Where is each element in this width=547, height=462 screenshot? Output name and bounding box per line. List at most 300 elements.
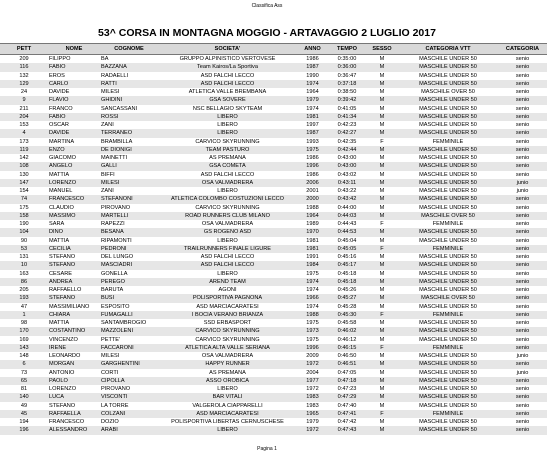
cell-nome: STEFANO [48,261,100,269]
cell-categoria-vtt: MASCHILE UNDER 50 [398,426,498,434]
cell-categoria: senio [515,237,530,244]
table-row [0,212,547,220]
cell-cognome: MARTELLI [100,212,158,220]
cell-sesso: M [366,146,398,154]
cell-cognome: RADAELLI [101,72,129,79]
cell-sesso: M [379,105,385,112]
cell-anno: 1984 [297,261,328,269]
cell-sesso: F [380,221,384,228]
cell-anno: 1983 [306,402,319,409]
cell-anno: 1970 [297,228,328,236]
cell-anno: 2001 [306,188,319,195]
cell-categoria-vtt: MASCHILE UNDER 50 [419,303,477,310]
cell-societa: BAR VITALI [158,393,297,401]
cell-tempo: 0:45:17 [328,261,366,269]
cell-anno: 1974 [297,278,328,286]
cell-categoria: senio [515,320,530,327]
table-row [0,311,547,319]
cell-cognome: FUMAGALLI [100,311,158,319]
cell-cognome: RIPAMONTI [101,237,132,244]
cell-categoria: senio [498,327,547,335]
cell-tempo: 0:47:41 [328,410,366,418]
table-row [0,352,547,360]
cell-tempo: 0:45:26 [337,287,357,294]
cell-sesso: M [379,353,385,360]
cell-categoria-vtt: MASCHILE UNDER 50 [398,228,498,236]
cell-pett: 204 [0,113,48,121]
cell-pett: 131 [19,254,29,261]
cell-categoria: senio [515,386,530,393]
table-row [0,72,547,80]
cell-categoria: senio [498,360,547,368]
cell-pett: 170 [0,327,48,335]
table-row [0,286,547,294]
column-header-categoria: CATEGORIA [498,44,547,55]
cell-nome: LORENZO [49,386,77,393]
cell-cognome: ROSSI [100,113,158,121]
cell-societa: GS ROGENO ASD [158,228,297,236]
table-row [0,55,547,64]
table-body [0,55,547,435]
cell-tempo: 0:41:34 [328,113,366,121]
cell-categoria: junio [516,369,529,376]
cell-anno: 1997 [306,122,319,129]
cell-pett: 196 [0,426,48,434]
cell-sesso: M [379,72,385,79]
cell-cognome: DOZIO [101,419,119,426]
cell-pett: 190 [19,221,29,228]
cell-tempo: 0:47:05 [337,369,357,376]
cell-pett: 45 [0,410,48,418]
cell-pett: 143 [0,344,48,352]
cell-nome: CECILIA [48,245,100,253]
column-header-cognome: COGNOME [100,44,158,55]
cell-cognome: GONELLA [101,270,128,277]
cell-pett: 90 [20,237,28,244]
cell-societa: ASD FALCHI LECCO [200,72,255,79]
cell-pett: 205 [19,287,29,294]
cell-categoria: junio [498,179,547,187]
cell-pett: 47 [20,303,28,310]
cell-cognome: GALLI [100,162,158,170]
cell-nome: LORENZO [48,179,100,187]
cell-categoria-vtt: MASCHILE UNDER 50 [419,105,477,112]
cell-anno: 1991 [306,254,319,261]
cell-cognome: MILESI [101,353,120,360]
cell-pett: 163 [19,270,29,277]
cell-sesso: M [379,336,385,343]
cell-societa: CARVICO SKYRUNNING [195,204,260,211]
cell-categoria: senio [515,221,530,228]
cell-anno: 1974 [306,303,319,310]
cell-tempo: 0:45:04 [337,237,357,244]
cell-societa: CARVICO SKYRUNNING [158,327,297,335]
column-header-anno: ANNO [297,44,328,55]
table-row [0,88,547,96]
cell-anno: 2000 [297,195,328,203]
table-row [0,237,547,245]
cell-nome: FILIPPO [49,56,71,63]
cell-societa: Team Kairos/La Sportiva [158,63,297,71]
cell-nome: FRANCESCO [48,195,100,203]
cell-sesso: M [379,122,385,129]
table-row [0,171,547,179]
cell-sesso: M [379,402,385,409]
cell-sesso: M [366,113,398,121]
cell-tempo: 0:46:02 [328,327,366,335]
column-header-nome: NOME [48,44,100,55]
table-row [0,294,547,302]
cell-anno: 1964 [306,89,319,96]
cell-cognome: FACCARONI [100,344,158,352]
cell-categoria: senio [515,254,530,261]
cell-nome: VINCENZO [49,336,78,343]
cell-pett: 154 [19,188,29,195]
cell-nome: DINO [48,228,100,236]
cell-categoria-vtt: MASCHILE UNDER 50 [419,336,477,343]
cell-sesso: M [366,377,398,385]
cell-pett: 175 [19,204,29,211]
cell-nome: ALESSANDRO [48,426,100,434]
cell-categoria-vtt: FEMMINILE [398,410,498,418]
table-row [0,195,547,203]
cell-anno: 2009 [306,353,319,360]
cell-tempo: 0:45:16 [337,254,357,261]
cell-pett: 169 [19,336,29,343]
table-row [0,228,547,236]
cell-sesso: M [366,212,398,220]
cell-tempo: 0:47:23 [337,386,357,393]
cell-categoria-vtt: MASCHILE UNDER 50 [398,162,498,170]
cell-sesso: M [366,278,398,286]
cell-categoria-vtt: MASCHILE UNDER 50 [398,360,498,368]
cell-nome: MASSIMILIANO [49,303,90,310]
cell-categoria: senio [498,294,547,302]
cell-sesso: F [366,410,398,418]
cell-categoria: senio [515,138,530,145]
cell-tempo: 0:42:44 [328,146,366,154]
cell-societa: HAPPY RUNNER [158,360,297,368]
cell-categoria-vtt: MASCHILE OVER 50 [421,89,475,96]
cell-pett: 98 [20,320,28,327]
cell-nome: ENZO [48,146,100,154]
cell-pett: 153 [19,122,29,129]
cell-tempo: 0:45:18 [328,278,366,286]
cell-categoria-vtt: MASCHILE UNDER 50 [419,122,477,129]
table-row [0,204,547,212]
cell-categoria-vtt: MASCHILE UNDER 50 [398,195,498,203]
cell-sesso: M [379,171,385,178]
cell-categoria-vtt: MASCHILE UNDER 50 [419,254,477,261]
cell-tempo: 0:47:18 [328,377,366,385]
cell-cognome: BRAMBILLA [101,138,133,145]
header-label: Classifica Ass [251,3,283,9]
cell-tempo: 0:44:00 [337,204,357,211]
table-row [0,220,547,228]
cell-societa: LIBERO [217,122,238,129]
cell-societa: ASSO OROBICA [158,377,297,385]
cell-nome: MATTIA [49,320,70,327]
cell-sesso: F [380,138,384,145]
table-header-row [0,44,547,55]
cell-sesso: M [366,426,398,434]
cell-nome: IRENE [48,344,100,352]
cell-cognome: MILESI [100,179,158,187]
table-row [0,138,547,146]
cell-categoria: senio [515,419,530,426]
table-row [0,261,547,269]
cell-sesso: M [379,287,385,294]
table-row [0,245,547,253]
cell-societa: ASD MARCIACARATESI [196,303,259,310]
cell-categoria-vtt: MASCHILE UNDER 50 [398,327,498,335]
cell-pett: 129 [0,80,48,88]
cell-categoria: senio [515,155,530,162]
cell-societa: ATLETICA COLOMBO COSTUZIONI LECCO [158,195,297,203]
cell-categoria-vtt: MASCHILE UNDER 50 [419,419,477,426]
cell-tempo: 0:42:27 [328,129,366,137]
results-table [0,43,547,435]
cell-categoria: senio [498,96,547,104]
cell-nome: MORGAN [48,360,100,368]
table-row [0,319,547,327]
table-row [0,270,547,278]
cell-anno: 1981 [297,245,328,253]
table-row [0,146,547,154]
cell-categoria: senio [498,344,547,352]
cell-categoria-vtt: MASCHILE UNDER 50 [419,320,477,327]
cell-cognome: MILESI [101,89,120,96]
cell-societa: AGONI [218,287,237,294]
cell-cognome: RAPEZZI [101,221,125,228]
cell-tempo: 0:46:51 [328,360,366,368]
cell-cognome: PEDRONI [100,245,158,253]
cell-nome: DAVIDE [48,129,100,137]
cell-nome: FLAVIO [48,96,100,104]
cell-cognome: BAZZANA [100,63,158,71]
cell-societa: I BOCIA VERANO BRIANZA [158,311,297,319]
cell-nome: FABIO [48,113,100,121]
cell-tempo: 0:46:15 [328,344,366,352]
cell-societa: LIBERO [158,113,297,121]
cell-nome: CHIARA [48,311,100,319]
table-row [0,360,547,368]
cell-anno: 1988 [306,204,319,211]
cell-categoria-vtt: MASCHILE UNDER 50 [419,270,477,277]
table-row [0,105,547,113]
column-header-sesso: SESSO [366,44,398,55]
cell-pett: 194 [19,419,29,426]
cell-tempo: 0:43:02 [337,171,357,178]
cell-categoria-vtt: FEMMINILE [398,245,498,253]
cell-nome: STEFANO [49,402,76,409]
cell-sesso: M [366,162,398,170]
cell-nome: ANTONIO [49,369,75,376]
cell-categoria: junio [516,188,529,195]
cell-categoria-vtt: MASCHILE UNDER 50 [398,113,498,121]
column-header-societa: SOCIETA' [158,44,297,55]
cell-pett: 142 [19,155,29,162]
cell-categoria: senio [498,63,547,71]
cell-societa: TEAM PASTURO [158,146,297,154]
cell-sesso: M [366,96,398,104]
cell-sesso: M [366,179,398,187]
cell-pett: 86 [0,278,48,286]
cell-societa: GSA SOVERE [158,96,297,104]
cell-tempo: 0:47:43 [328,426,366,434]
cell-sesso: M [366,294,398,302]
cell-societa: VALGEROLA CIAPPARELLI [192,402,263,409]
cell-cognome: TERRANEO [100,129,158,137]
cell-categoria-vtt: MASCHILE UNDER 50 [419,369,477,376]
cell-sesso: M [379,320,385,327]
cell-categoria-vtt: MASCHILE UNDER 50 [398,261,498,269]
cell-categoria-vtt: FEMMINILE [398,344,498,352]
cell-anno: 1974 [297,80,328,88]
cell-sesso: M [379,204,385,211]
cell-categoria: senio [498,146,547,154]
cell-pett: 104 [0,228,48,236]
cell-cognome: MAINETTI [101,155,128,162]
cell-pett: 209 [19,56,29,63]
cell-cognome: STEFANONI [100,195,158,203]
cell-tempo: 0:44:43 [337,221,357,228]
cell-nome: MASSIMO [48,212,100,220]
table-row [0,179,547,187]
cell-societa: LIBERO [158,426,297,434]
table-row [0,253,547,261]
cell-categoria: senio [515,287,530,294]
cell-pett: 4 [0,129,48,137]
cell-pett: 74 [0,195,48,203]
cell-anno: 1965 [297,410,328,418]
cell-cognome: ZANI [101,188,114,195]
table-row [0,402,547,410]
cell-cognome: CORTI [101,369,119,376]
cell-anno: 1972 [297,360,328,368]
cell-categoria: senio [515,171,530,178]
cell-pett: 73 [20,369,28,376]
cell-categoria-vtt: FEMMINILE [432,221,464,228]
cell-anno: 1981 [297,113,328,121]
table-row [0,187,547,195]
cell-categoria-vtt: MASCHILE UNDER 50 [398,63,498,71]
cell-categoria: senio [498,129,547,137]
cell-anno: 1975 [297,146,328,154]
cell-tempo: 0:44:53 [328,228,366,236]
cell-societa: OSA VALMADRERA [201,353,254,360]
cell-tempo: 0:47:29 [328,393,366,401]
cell-tempo: 0:36:00 [328,63,366,71]
cell-tempo: 0:39:42 [328,96,366,104]
cell-pett: 158 [0,212,48,220]
cell-nome: FRANCESCO [49,419,85,426]
cell-anno: 1983 [297,393,328,401]
cell-cognome: SANCASSANI [101,105,138,112]
cell-categoria-vtt: MASCHILE UNDER 50 [419,353,477,360]
cell-cognome: ZANI [101,122,114,129]
cell-categoria-vtt: MASCHILE UNDER 50 [398,179,498,187]
cell-sesso: M [366,393,398,401]
cell-cognome: BESANA [100,228,158,236]
cell-nome: MARTINA [49,138,75,145]
table-row [0,410,547,418]
cell-nome: CESARE [49,270,73,277]
cell-tempo: 0:47:42 [337,419,357,426]
cell-categoria: senio [498,426,547,434]
table-row [0,154,547,162]
cell-societa: OSA VALMADRERA [158,179,297,187]
cell-sesso: M [379,155,385,162]
cell-categoria-vtt: MASCHILE UNDER 50 [419,56,477,63]
cell-anno: 1993 [306,138,319,145]
cell-sesso: F [366,344,398,352]
cell-societa: SSD ERBASPORT [203,320,252,327]
cell-anno: 1974 [306,287,319,294]
cell-categoria: senio [515,303,530,310]
cell-pett: 65 [0,377,48,385]
cell-sesso: M [379,237,385,244]
cell-pett: 81 [20,386,28,393]
cell-sesso: M [366,129,398,137]
cell-societa: ASD FALCHI LECCO [200,171,255,178]
cell-societa: OSA VALMADRERA [201,221,254,228]
cell-sesso: M [366,80,398,88]
cell-nome: LEONARDO [49,353,81,360]
cell-cognome: DEL LUNGO [101,254,134,261]
cell-cognome: PETTE' [101,336,121,343]
table-row [0,377,547,385]
cell-nome: DAVIDE [49,89,70,96]
cell-categoria: senio [498,278,547,286]
cell-anno: 2006 [297,179,328,187]
cell-societa: LIBERO [217,270,238,277]
table-row [0,113,547,121]
cell-categoria-vtt: MASCHILE UNDER 50 [419,386,477,393]
cell-tempo: 0:42:35 [337,138,357,145]
cell-nome: STEFANO [48,294,100,302]
cell-nome: LUCA [48,393,100,401]
table-row [0,121,547,129]
cell-sesso: M [366,327,398,335]
cell-societa: POLISPORTIVA LIBERTAS CERNUSCHESE [171,419,284,426]
cell-sesso: M [366,261,398,269]
table-row [0,63,547,71]
cell-pett: 10 [0,261,48,269]
cell-categoria: senio [498,195,547,203]
cell-tempo: 0:45:27 [328,294,366,302]
cell-societa: LIBERO [158,129,297,137]
cell-cognome: GARGHENTINI [100,360,158,368]
cell-pett: 9 [0,96,48,104]
cell-sesso: M [379,254,385,261]
cell-anno: 1966 [297,294,328,302]
cell-nome: SARA [49,221,65,228]
cell-anno: 1987 [297,63,328,71]
cell-nome: RAFFAELLA [48,410,100,418]
cell-anno: 1972 [297,426,328,434]
cell-nome: CARLO [48,80,100,88]
cell-categoria-vtt: MASCHILE UNDER 50 [398,96,498,104]
cell-anno: 1975 [306,336,319,343]
cell-nome: GIACOMO [49,155,77,162]
cell-anno: 1986 [306,56,319,63]
cell-categoria-vtt: MASCHILE UNDER 50 [419,237,477,244]
cell-cognome: ESPOSITO [101,303,130,310]
cell-pett: 6 [0,360,48,368]
cell-categoria: senio [515,402,530,409]
cell-cognome: PEREGO [100,278,158,286]
